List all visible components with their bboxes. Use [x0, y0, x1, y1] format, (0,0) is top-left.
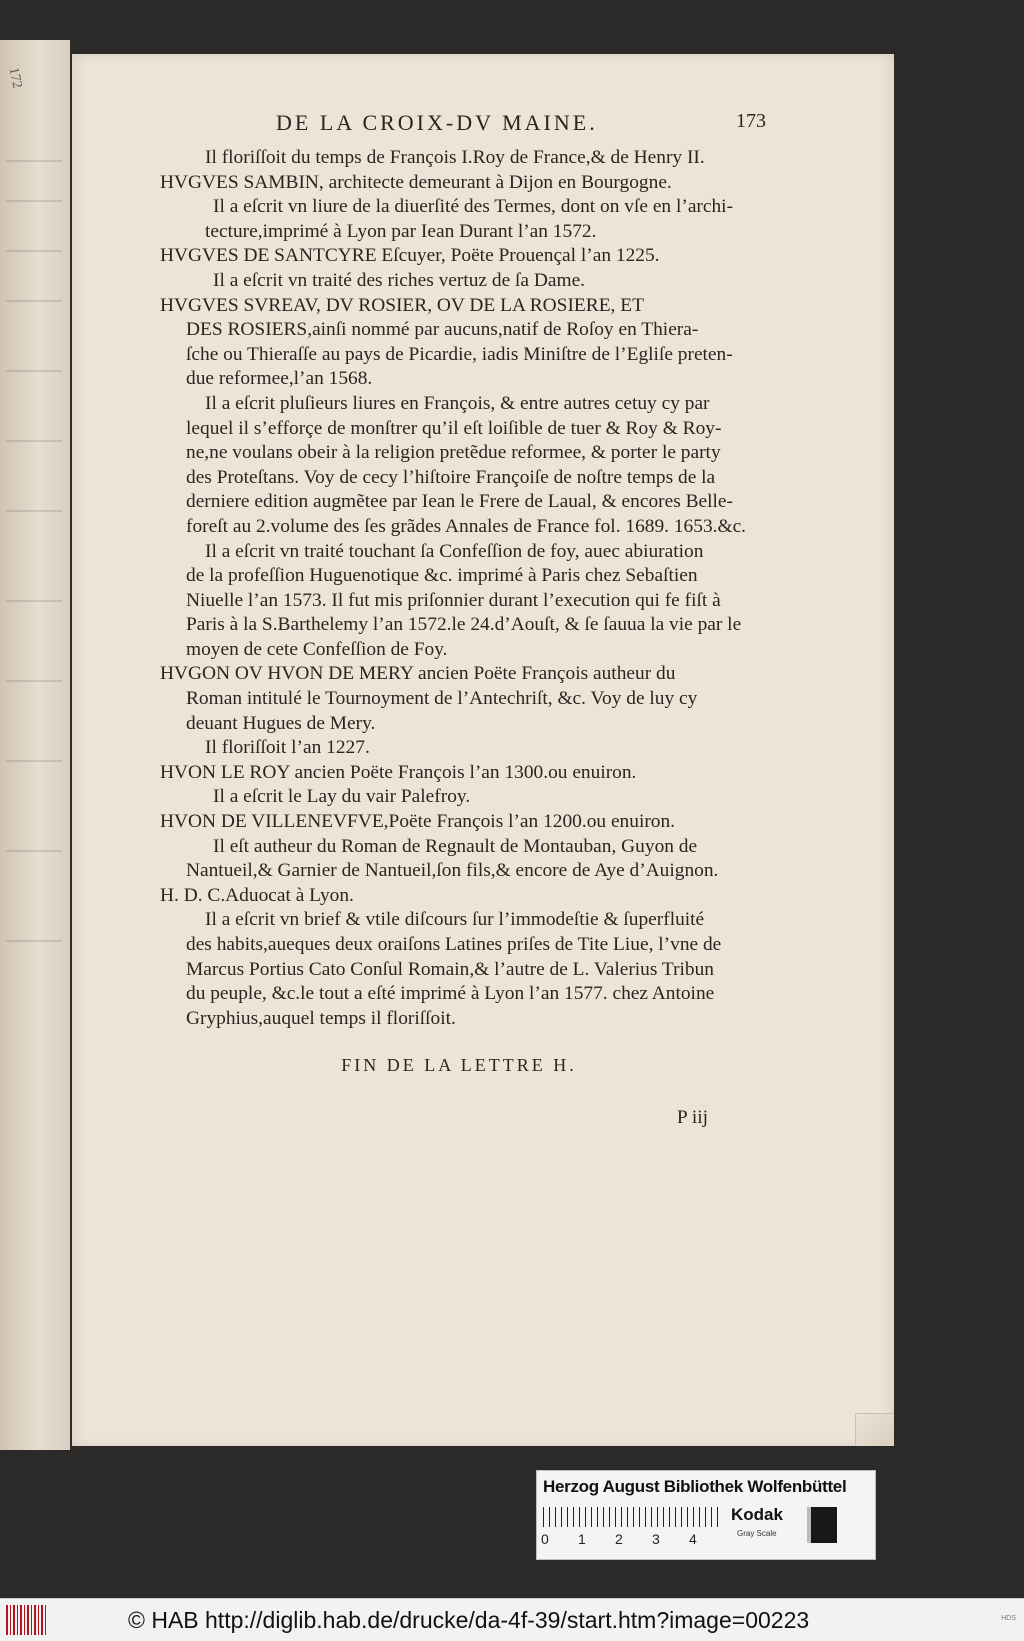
text-line: DES ROSIERS,ainſi nommé par aucuns,natif de Roſoy en Thiera-	[186, 319, 699, 341]
text-line: foreſt au 2.volume des ſes grãdes Annales de France fol. 1689. 1653.&c.	[186, 515, 747, 537]
signature-mark: P iij	[676, 1106, 708, 1128]
text-line: lequel il s’efforçe de monſtrer qu’il eſt loiſible de tuer & Roy & Roy-	[186, 417, 722, 439]
text-line: des habits,aueques deux oraiſons Latines priſes de Tite Liue, l’vne de	[186, 934, 722, 955]
text-line: Paris à la S.Barthelemy l’an 1572.le 24.d’Aouſt, & ſe ſauua la vie par le	[186, 614, 742, 636]
running-head: DE LA CROIX-DV MAINE.	[276, 110, 598, 135]
page-corner-fold	[855, 1413, 894, 1446]
page-header	[276, 110, 766, 140]
page-body	[160, 146, 764, 1131]
text-line: H. D. C.Aduocat à Lyon.	[160, 884, 354, 906]
text-line: HVGON OV HVON DE MERY ancien Poëte François autheur du	[160, 663, 676, 685]
text-line: Il eſt autheur du Roman de Regnault de Montauban, Guyon de	[213, 835, 698, 857]
text-line: Il a eſcrit vn brief & vtile diſcours ſur l’immodeſtie & ſuperfluité	[205, 909, 705, 931]
footer-bar	[0, 1598, 1024, 1641]
text-line: HVGVES SVREAV, DV ROSIER, OV DE LA ROSIERE, ET	[160, 294, 644, 316]
text-line: Nantueil,& Garnier de Nantueil,ſon fils,& encore de Aye d’Auignon.	[186, 860, 719, 882]
text-line: de la profeſſion Huguenotique &c. imprimé à Paris chez Sebaſtien	[186, 565, 698, 587]
text-line: Il floriſſoit du temps de François I.Roy de France,& de Henry II.	[205, 147, 705, 168]
text-lines	[160, 146, 764, 1031]
text-line: HVGVES SAMBIN, architecte demeurant à Dijon en Bourgogne.	[160, 171, 672, 193]
barcode-icon	[6, 1605, 46, 1635]
text-line: derniere edition augmẽtee par Iean le Frere de Laual, & encores Belle-	[186, 491, 733, 513]
text-line: Marcus Portius Cato Conſul Romain,& l’autre de L. Valerius Tribun	[186, 958, 715, 980]
scale-numbers: 0 1 2 3 4	[541, 1531, 697, 1547]
page-number: 173	[736, 110, 766, 132]
text-line: Niuelle l’an 1573. Il fut mis priſonnier durant l’execution qui fe fiſt à	[186, 589, 721, 611]
left-page-edge	[0, 40, 70, 1450]
text-line: Il floriſſoit l’an 1227.	[205, 737, 370, 759]
text-line: HVON DE VILLENEVFVE,Poëte François l’an 1200.ou enuiron.	[160, 811, 676, 833]
source-credit: © HAB http://diglib.hab.de/drucke/da-4f-39/start.htm?image=00223	[128, 1607, 810, 1633]
text-line: ne,ne voulans obeir à la religion pretẽdue reformee, & porter le party	[186, 442, 721, 464]
text-line: Il a eſcrit vn traité des riches vertuz de ſa Dame.	[213, 269, 586, 291]
text-line: deuant Hugues de Mery.	[186, 712, 376, 734]
text-line: Gryphius,auquel temps il floriſſoit.	[186, 1007, 456, 1029]
text-line: des Proteſtans. Voy de cecy l’hiſtoire Françoiſe de noſtre temps de la	[186, 466, 716, 488]
text-line: Il a eſcrit vn liure de la diuerſité des Termes, dont on vſe en l’archi-	[213, 196, 734, 218]
kodak-logo: Kodak	[731, 1505, 783, 1524]
library-name: Herzog August Bibliothek Wolfenbüttel	[543, 1477, 847, 1496]
gray-patch	[807, 1507, 837, 1543]
gray-scale-label: Gray Scale	[737, 1529, 777, 1538]
section-end: FIN DE LA LETTRE H.	[341, 1055, 577, 1076]
scale-ruler	[543, 1507, 719, 1527]
text-line: tecture,imprimé à Lyon par Iean Durant l’an 1572.	[205, 220, 597, 242]
text-line: HVGVES DE SANTCYRE Eſcuyer, Poëte Prouençal l’an 1225.	[160, 245, 660, 267]
text-line: moyen de cete Confeſſion de Foy.	[186, 638, 448, 660]
text-line: ſche ou Thieraſſe au pays de Picardie, iadis Miniſtre de l’Egliſe preten-	[186, 343, 733, 365]
text-line: Roman intitulé le Tournoyment de l’Antechriſt, &c. Voy de luy cy	[186, 688, 698, 710]
text-line: Il a eſcrit pluſieurs liures en François, & entre autres cetuy cy par	[205, 392, 710, 414]
text-line: due reformee,l’an 1568.	[186, 368, 373, 390]
text-line: du peuple, &c.le tout a eſté imprimé à Lyon l’an 1577. chez Antoine	[186, 983, 715, 1005]
library-label	[536, 1470, 876, 1560]
corner-mark: HDS	[1001, 1615, 1016, 1622]
text-line: Il a eſcrit vn traité touchant ſa Confeſſion de foy, auec abiuration	[205, 540, 704, 562]
text-line: HVON LE ROY ancien Poëte François l’an 1300.ou enuiron.	[160, 761, 637, 783]
text-line: Il a eſcrit le Lay du vair Palefroy.	[213, 786, 471, 808]
left-page-number: 172	[5, 66, 25, 90]
